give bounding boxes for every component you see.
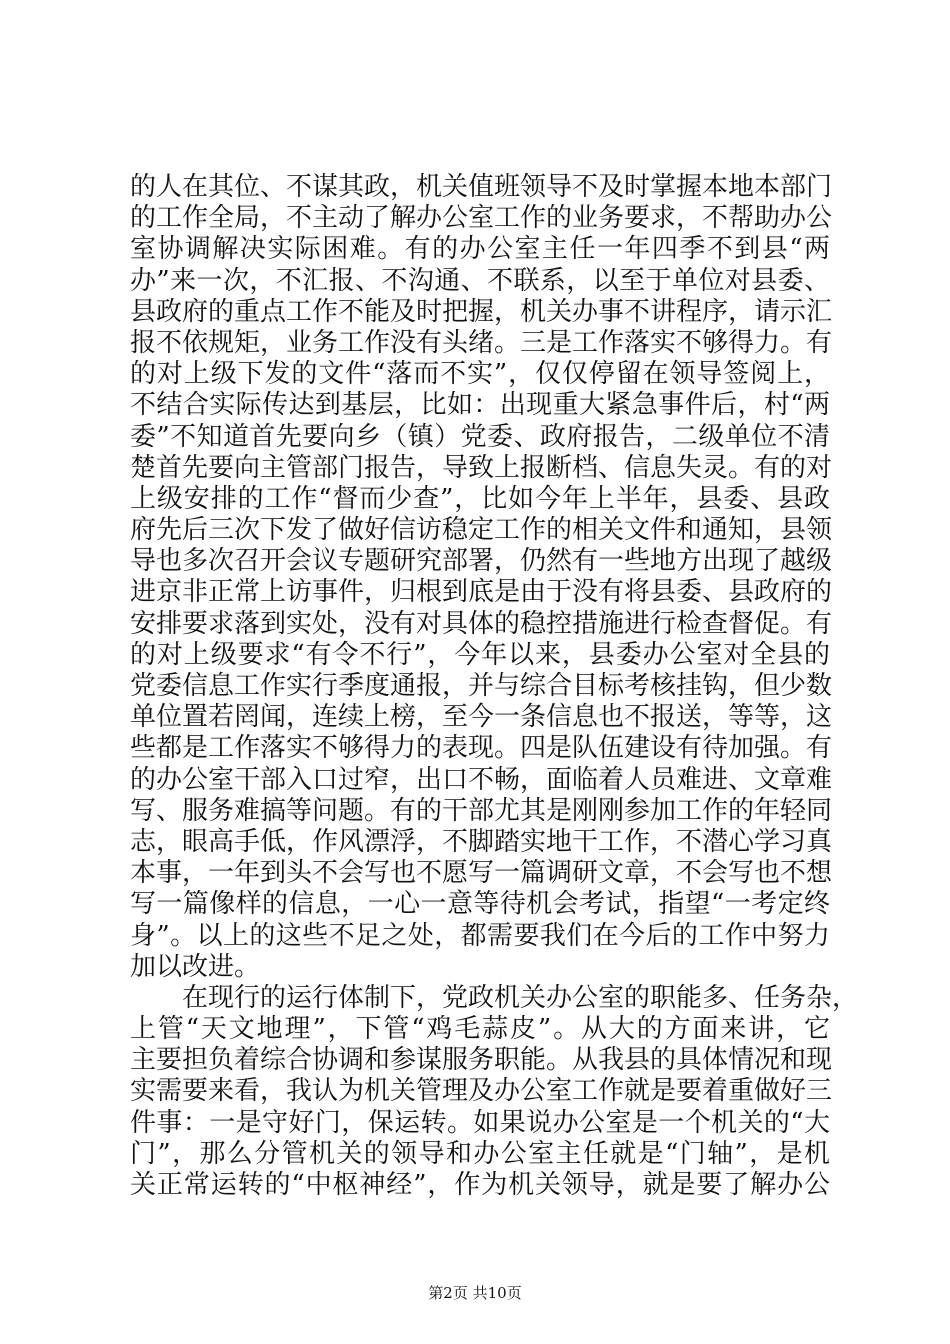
text-line: 件事：一是守好门，保运转。如果说办公室是一个机关的“大 [130, 1107, 830, 1138]
paragraph-first-line: 在现行的运行体制下，党政机关办公室的职能多、任务杂， [182, 982, 859, 1013]
text-line: 的对上级下发的文件“落而不实”，仅仅停留在领导签阅上， [130, 359, 830, 390]
text-line: 安排要求落到实处，没有对具体的稳控措施进行检查督促。有 [130, 608, 833, 639]
text-line: 委”不知道首先要向乡（镇）党委、政府报告，二级单位不清 [130, 421, 830, 452]
text-line: 导也多次召开会议专题研究部署，仍然有一些地方出现了越级 [130, 546, 833, 577]
text-line: 县政府的重点工作不能及时把握，机关办事不讲程序，请示汇 [130, 296, 833, 327]
text-line: 的工作全局，不主动了解办公室工作的业务要求，不帮助办公 [130, 203, 833, 234]
text-line: 本事，一年到头不会写也不愿写一篇调研文章，不会写也不想 [130, 858, 833, 889]
text-line: 单位置若罔闻，连续上榜，至今一条信息也不报送，等等，这 [130, 702, 833, 733]
text-line: 些都是工作落实不够得力的表现。四是队伍建设有待加强。有 [130, 733, 833, 764]
text-line: 写、服务难搞等问题。有的干部尤其是刚刚参加工作的年轻同 [130, 795, 833, 826]
text-line: 府先后三次下发了做好信访稳定工作的相关文件和通知，县领 [130, 515, 833, 546]
text-line: 上管“天文地理”，下管“鸡毛蒜皮”。从大的方面来讲，它 [130, 1014, 830, 1045]
text-line: 实需要来看，我认为机关管理及办公室工作就是要着重做好三 [130, 1076, 833, 1107]
text-line: 党委信息工作实行季度通报，并与综合目标考核挂钩，但少数 [130, 671, 833, 701]
page-number-footer: 第2页 共10页 [428, 1284, 522, 1302]
text-line: 进京非正常上访事件，归根到底是由于没有将县委、县政府的 [130, 577, 833, 608]
text-line: 的对上级要求“有令不行”，今年以来，县委办公室对全县的 [130, 639, 830, 670]
text-line: 报不依规矩，业务工作没有头绪。三是工作落实不够得力。有 [130, 327, 833, 358]
text-line: 志，眼高手低，作风漂浮，不脚踏实地干工作，不潜心学习真 [130, 826, 833, 857]
text-line: 主要担负着综合协调和参谋服务职能。从我县的具体情况和现 [130, 1045, 833, 1076]
text-line: 室协调解决实际困难。有的办公室主任一年四季不到县“两 [130, 234, 830, 265]
text-line: 的办公室干部入口过窄，出口不畅，面临着人员难进、文章难 [130, 764, 833, 795]
text-line: 门”，那么分管机关的领导和办公室主任就是“门轴”，是机 [130, 1138, 830, 1169]
text-line: 楚首先要向主管部门报告，导致上报断档、信息失灵。有的对 [130, 452, 833, 483]
text-line: 上级安排的工作“督而少查”，比如今年上半年，县委、县政 [130, 483, 830, 514]
text-line: 加以改进。 [130, 951, 261, 982]
document-body [130, 172, 859, 1201]
text-line: 身”。以上的这些不足之处，都需要我们在今后的工作中努力 [130, 920, 830, 951]
text-line: 关正常运转的“中枢神经”，作为机关领导，就是要了解办公 [130, 1170, 830, 1200]
text-line: 写一篇像样的信息，一心一意等待机会考试，指望“一考定终 [130, 889, 830, 920]
text-line: 不结合实际传达到基层，比如：出现重大紧急事件后，村“两 [130, 390, 830, 421]
text-line: 办”来一次，不汇报、不沟通、不联系，以至于单位对县委、 [130, 265, 830, 296]
text-line: 的人在其位、不谋其政，机关值班领导不及时掌握本地本部门 [130, 172, 833, 202]
